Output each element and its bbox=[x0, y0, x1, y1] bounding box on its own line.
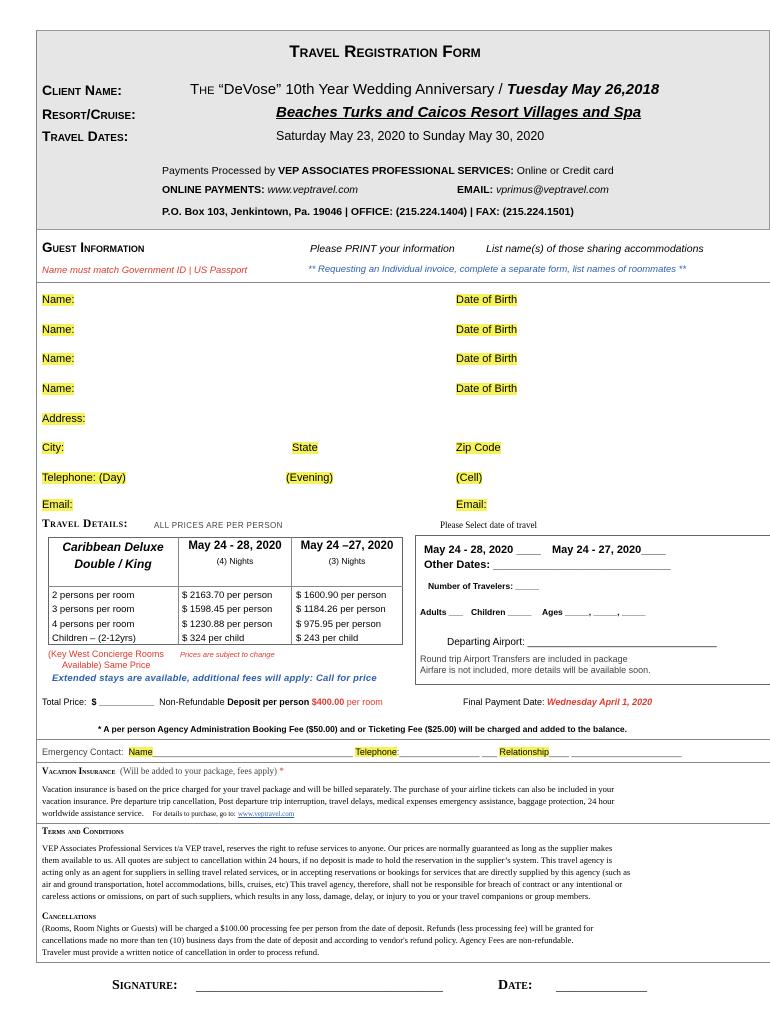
price-table-rule bbox=[48, 586, 403, 587]
state-label: State bbox=[292, 442, 318, 454]
dob-row-4[interactable] bbox=[456, 383, 517, 395]
signature-label: Signature: bbox=[112, 978, 178, 993]
insurance-text-2: vacation insurance. Pre departure trip cancellation, Post departure trip interruption, travel delays, medical expenses emergency assistance, baggage protection, 24 hour bbox=[42, 796, 615, 806]
name-row-2[interactable] bbox=[42, 324, 74, 336]
date-option-2[interactable]: May 24 - 27, 2020____ bbox=[552, 544, 666, 556]
children-field[interactable]: Children _____ bbox=[471, 607, 532, 617]
terms-line: acting only as an agent for suppliers in selling travel related services, or in accepting reservations or bookings for services that are directly supplied by this agency (such as bbox=[42, 867, 631, 877]
col2-title: May 24 –27, 2020 bbox=[300, 540, 394, 552]
col1-title: May 24 - 28, 2020 bbox=[188, 540, 282, 552]
other-dates-field[interactable]: Other Dates: _____________________________ bbox=[424, 559, 671, 571]
emergency-telephone-label[interactable]: Telephone bbox=[355, 747, 397, 757]
terms-line: them available to us. All quotes are subject to cancellation within 24 hours, if no deposit is made to hold the reservation in the supplier’s system. This travel agency is bbox=[42, 855, 613, 865]
dob-label: Date of Birth bbox=[456, 383, 518, 395]
total-price-field[interactable]: $ ___________ bbox=[91, 697, 155, 707]
cancellations-line: Traveler must provide a written notice of cancellation in order to process refund. bbox=[42, 947, 320, 957]
online-payments-url[interactable]: www.veptravel.com bbox=[267, 184, 359, 196]
insurance-text-3-body: worldwide assistance service. bbox=[42, 808, 144, 818]
deposit-amount: $400.00 bbox=[311, 697, 345, 707]
deposit-label: Deposit per person bbox=[227, 697, 312, 707]
online-payments-line bbox=[162, 184, 358, 196]
price-table-divider-2 bbox=[291, 537, 292, 645]
prices-note: ALL PRICES ARE PER PERSON bbox=[154, 521, 283, 530]
zip-field[interactable] bbox=[456, 442, 501, 454]
dob-label: Date of Birth bbox=[456, 353, 518, 365]
extended-stay-note: Extended stays are available, additional fees will apply: Call for price bbox=[52, 673, 377, 684]
transfers-note-1: Round trip Airport Transfers are included in package bbox=[420, 654, 628, 664]
terms-line: careless actions or omissions, on part of such suppliers, which results in any loss, damage, delay, or injury to you or your travel companions or group members. bbox=[42, 891, 591, 901]
city-row[interactable] bbox=[42, 442, 64, 454]
form-title: Travel Registration Form bbox=[289, 42, 481, 61]
email-address[interactable]: vprimus@veptravel.com bbox=[496, 184, 609, 196]
emergency-relationship-blank[interactable]: ____ ______________________ bbox=[549, 747, 682, 757]
tel-day-label: Telephone: (Day) bbox=[42, 472, 126, 484]
signature-field[interactable]: ______________________________________ bbox=[196, 978, 443, 993]
tel-evening-field[interactable] bbox=[286, 472, 333, 484]
total-price-line bbox=[42, 697, 383, 707]
tel-cell-label: (Cell) bbox=[456, 472, 483, 484]
client-name-date: Tuesday May 26,2018 bbox=[506, 81, 660, 98]
travel-dates-value: Saturday May 23, 2020 to Sunday May 30, 2020 bbox=[276, 129, 545, 143]
dob-label: Date of Birth bbox=[456, 324, 518, 336]
resort-label: Resort/Cruise: bbox=[42, 106, 136, 122]
date-label: Date: bbox=[498, 978, 533, 993]
resort-value: Beaches Turks and Caicos Resort Villages and Spa bbox=[276, 104, 642, 121]
price-row-col1: $ 1230.88 per person bbox=[182, 619, 273, 630]
deposit-prefix: Non-Refundable bbox=[159, 697, 228, 707]
cancellations-rule bbox=[36, 962, 770, 963]
print-note: Please PRINT your information bbox=[310, 243, 455, 255]
final-payment-date: Wednesday April 1, 2020 bbox=[547, 697, 653, 707]
dob-row-2[interactable] bbox=[456, 324, 517, 336]
emergency-name-label[interactable]: Name bbox=[128, 747, 153, 757]
deposit-suffix: per room bbox=[344, 697, 383, 707]
fee-rule bbox=[36, 739, 770, 740]
date-option-1[interactable]: May 24 - 28, 2020 ____ bbox=[424, 544, 541, 556]
cancellations-line: (Rooms, Room Nights or Guests) will be charged a $100.00 processing fee per person from the date of deposit. Refunds (less processing fee) will be granted for bbox=[42, 923, 594, 933]
price-row-col1: $ 1598.45 per person bbox=[182, 604, 273, 615]
guest-top-rule bbox=[36, 282, 770, 283]
cancellations-line: cancellations made no more than ten (10) business days from the date of deposit and according to vendor's refund policy. Agency Fees are non-refundable. bbox=[42, 935, 574, 945]
emergency-rule bbox=[36, 762, 770, 763]
terms-line: air and ground transportation, hotel accommodations, bills, cruises, etc) This travel agency, therefore, shall not be responsible for breach of contract or any intentional or bbox=[42, 879, 623, 889]
name-label: Name: bbox=[42, 383, 75, 395]
guest-email2-label: Email: bbox=[456, 499, 487, 511]
name-label: Name: bbox=[42, 294, 75, 306]
office-address-line: P.O. Box 103, Jenkintown, Pa. 19046 | OFFICE: (215.224.1404) | FAX: (215.224.1501) bbox=[162, 206, 574, 218]
insurance-heading-line bbox=[42, 766, 284, 776]
payments-line bbox=[162, 165, 614, 177]
city-label: City: bbox=[42, 442, 64, 454]
price-row-col2: $ 975.95 per person bbox=[296, 619, 382, 630]
tel-cell-field[interactable] bbox=[456, 472, 482, 484]
address-row[interactable] bbox=[42, 413, 85, 425]
price-row-label: 3 persons per room bbox=[52, 604, 135, 615]
final-payment-label: Final Payment Date: bbox=[463, 697, 548, 707]
insurance-heading: Vacation Insurance bbox=[42, 766, 116, 776]
insurance-details: For details to purchase, go to: bbox=[152, 810, 236, 818]
insurance-star: * bbox=[279, 766, 284, 776]
online-payments-label: ONLINE PAYMENTS: bbox=[162, 184, 265, 196]
travel-dates-label: Travel Dates: bbox=[42, 128, 129, 144]
ages-field[interactable]: Ages _____, _____, _____ bbox=[542, 607, 646, 617]
num-travelers-field[interactable]: Number of Travelers: _____ bbox=[428, 581, 540, 591]
name-label: Name: bbox=[42, 324, 75, 336]
dob-label: Date of Birth bbox=[456, 294, 518, 306]
total-price-label: Total Price: bbox=[42, 697, 87, 707]
email-field-2[interactable] bbox=[456, 499, 487, 511]
room-type-title: Caribbean Deluxe bbox=[62, 540, 164, 554]
dob-row-1[interactable] bbox=[456, 294, 517, 306]
client-name-text: “DeVose” 10th Year Wedding Anniversary / bbox=[214, 81, 507, 98]
client-name-value bbox=[190, 81, 659, 98]
name-row-1[interactable] bbox=[42, 294, 74, 306]
form-left-border bbox=[36, 30, 37, 962]
col1-nights: (4) Nights bbox=[216, 556, 254, 566]
email-label: EMAIL: bbox=[457, 184, 494, 196]
adults-field[interactable]: Adults ___ bbox=[420, 607, 463, 617]
insurance-note: (Will be added to your package, fees apply) bbox=[119, 766, 278, 776]
price-row-col2: $ 1600.90 per person bbox=[296, 590, 387, 601]
departing-airport-field[interactable]: Departing Airport: __________________________________ bbox=[447, 637, 717, 648]
name-row-3[interactable] bbox=[42, 353, 74, 365]
subject-change-note: Prices are subject to change bbox=[180, 650, 275, 659]
transfers-note-2: Airfare is not included, more details will be available soon. bbox=[420, 665, 651, 675]
terms-line: VEP Associates Professional Services t/a VEP travel, reserves the right to refuse services to anyone. Our prices are normally guaranteed as long as the supplier makes bbox=[42, 843, 613, 853]
price-row-col1: $ 324 per child bbox=[182, 633, 245, 644]
guest-info-heading: Guest Information bbox=[42, 240, 145, 255]
payments-suffix: Online or Credit card bbox=[513, 165, 614, 177]
dob-row-3[interactable] bbox=[456, 353, 517, 365]
guest-email-label: Email: bbox=[42, 499, 73, 511]
insurance-text-3 bbox=[42, 808, 294, 821]
concierge-note-1: (Key West Concierge Rooms bbox=[48, 649, 164, 659]
address-label: Address: bbox=[42, 413, 86, 425]
emergency-telephone-blank[interactable]: :________________ ___ bbox=[396, 747, 497, 757]
price-row-col2: $ 1184.26 per person bbox=[296, 604, 386, 615]
id-note: Name must match Government ID | US Passport bbox=[42, 265, 248, 276]
invoice-note: ** Requesting an Individual invoice, complete a separate form, list names of roommates ** bbox=[308, 264, 687, 275]
price-row-label: 2 persons per room bbox=[52, 590, 135, 601]
travel-details-heading: Travel Details: bbox=[42, 518, 128, 530]
fee-note: * A per person Agency Administration Booking Fee ($50.00) and or Ticketing Fee ($25.00) will be charged and added to the balance. bbox=[98, 724, 628, 734]
cancellations-heading: Cancellations bbox=[42, 911, 97, 921]
date-field[interactable]: ______________ bbox=[556, 978, 647, 993]
emergency-label: Emergency Contact: bbox=[42, 747, 124, 757]
name-label: Name: bbox=[42, 353, 75, 365]
name-row-4[interactable] bbox=[42, 383, 74, 395]
tel-day-field[interactable] bbox=[42, 472, 126, 484]
emergency-relationship-label[interactable]: Relationship bbox=[499, 747, 550, 757]
price-row-label: 4 persons per room bbox=[52, 619, 135, 630]
emergency-contact-line bbox=[42, 747, 682, 757]
price-row-col2: $ 243 per child bbox=[296, 633, 359, 644]
tel-evening-label: (Evening) bbox=[286, 472, 334, 484]
final-payment-line bbox=[463, 697, 652, 707]
email-field-1[interactable] bbox=[42, 499, 73, 511]
payments-prefix: Payments Processed by bbox=[162, 165, 279, 177]
client-name-prefix: The bbox=[190, 81, 215, 98]
terms-heading: Terms and Conditions bbox=[42, 826, 124, 836]
state-field[interactable] bbox=[292, 442, 318, 454]
price-row-label: Children – (2-12yrs) bbox=[52, 633, 136, 644]
zip-label: Zip Code bbox=[456, 442, 501, 454]
email-line bbox=[457, 184, 609, 196]
client-name-label: Client Name: bbox=[42, 82, 122, 98]
room-type-subtitle: Double / King bbox=[74, 557, 152, 571]
select-date-note: Please Select date of travel bbox=[440, 520, 537, 530]
col2-nights: (3) Nights bbox=[328, 556, 366, 566]
insurance-rule bbox=[36, 823, 770, 824]
price-row-col1: $ 2163.70 per person bbox=[182, 590, 273, 601]
payments-company: VEP ASSOCIATES PROFESSIONAL SERVICES: bbox=[278, 165, 514, 177]
price-table-divider-1 bbox=[178, 537, 179, 645]
sharing-note: List name(s) of those sharing accommodations bbox=[486, 243, 704, 255]
insurance-text-1: Vacation insurance is based on the price charged for your travel package and will be billed separately. The purchase of your airline tickets can also be included in your bbox=[42, 784, 615, 794]
emergency-name-blank[interactable]: ________________________________________ bbox=[152, 747, 353, 757]
concierge-note-2: Available) Same Price bbox=[62, 660, 151, 670]
insurance-link[interactable]: www.veptravel.com bbox=[237, 810, 295, 818]
